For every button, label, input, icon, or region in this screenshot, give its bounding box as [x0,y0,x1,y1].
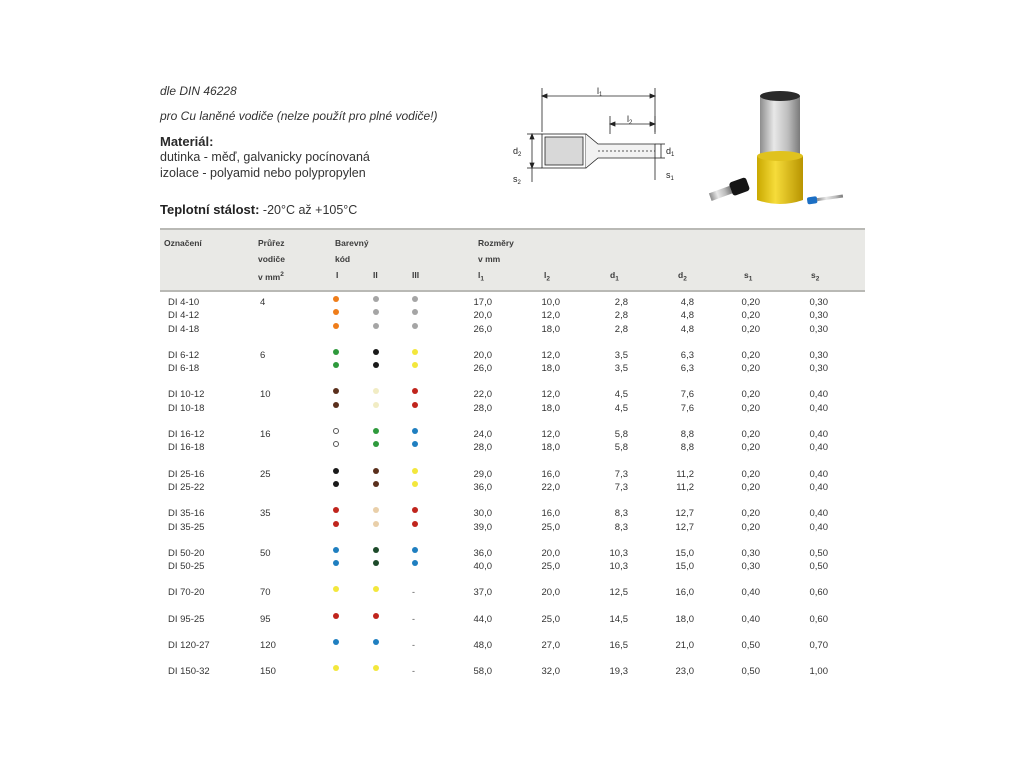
table-header [160,228,865,292]
cross-section: 50 [260,547,271,559]
product-code: DI 4-10 [168,297,200,308]
table-row [160,613,865,626]
color-code-III-dot [412,349,418,355]
material-line-tube: dutinka - měď, galvanicky pocínovaná [160,150,370,164]
standard-reference: dle DIN 46228 [160,84,237,98]
header-d1: $d_1$ [610,270,619,283]
dimension-l1: 39,0 [473,521,492,533]
color-code-I-dot [333,521,339,527]
dimension-d2: 4,8 [680,323,694,335]
product-code: DI 6-12 [168,349,200,361]
dimension-s2: 0,40 [809,481,828,493]
dimension-d1: 2,8 [614,323,628,335]
dimension-l2: 16,0 [541,508,560,520]
color-code-III-dot [412,402,418,408]
dimension-s2: 0,30 [809,310,828,322]
dimension-s1: 0,50 [741,666,760,678]
product-code: DI 150-32 [168,666,210,678]
color-code-I-dot [333,296,339,302]
dimension-d1: 10,3 [609,561,628,573]
label-d1: $d_1$ [666,146,675,158]
color-code-II-dot [373,639,379,645]
dimension-l1: 28,0 [473,402,492,414]
product-code: DI 25-16 [168,468,205,480]
dimension-d1: 10,3 [609,547,628,559]
dimension-l2: 32,0 [541,666,560,678]
color-code-I-dot [333,586,339,592]
color-code-I-dot [333,613,339,619]
table-row [160,388,865,401]
header-code: Označení [164,238,202,248]
dimension-l1: 48,0 [473,640,492,652]
table-row [160,309,865,322]
table-row [160,547,865,560]
dimension-l1: 58,0 [473,666,492,678]
dimension-s2: 0,40 [809,442,828,454]
color-code-III-dot [412,547,418,553]
dimension-s2: 0,40 [809,521,828,533]
dimension-l2: 10,0 [541,297,560,308]
color-code-I-dot [333,349,339,355]
color-code-III: - [412,666,415,677]
header-col-I: I [336,270,339,280]
product-code: DI 10-12 [168,389,205,401]
color-code-I-dot [333,309,339,315]
dimension-s1: 0,20 [741,310,760,322]
color-code-III-dot [412,428,418,434]
table-row [160,428,865,441]
dimension-l1: 36,0 [473,547,492,559]
label-l2: $l_2$ [627,114,633,126]
cross-section: 120 [260,640,276,652]
dimension-s2: 1,00 [809,666,828,678]
dimension-s2: 0,60 [809,587,828,599]
color-code-II-dot [373,428,379,434]
color-code-I-dot [333,481,339,487]
table-row [160,349,865,362]
color-code-III: - [412,640,415,651]
header-s1: $s_1$ [744,270,753,283]
header-l2: $l_2$ [544,270,550,283]
table-row [160,402,865,415]
dimension-d2: 11,2 [676,468,694,480]
dimension-l1: 26,0 [473,323,492,335]
dimension-d1: 12,5 [609,587,628,599]
dimension-d1: 4,5 [614,389,628,401]
dimension-s2: 0,70 [809,640,828,652]
color-code-II-dot [373,296,379,302]
dimension-s1: 0,20 [741,521,760,533]
label-s2: $s_2$ [513,174,521,186]
cross-section: 150 [260,666,276,678]
dimension-s2: 0,30 [809,349,828,361]
dimension-s1: 0,30 [741,547,760,559]
color-code-I-dot [333,441,339,447]
dimension-d1: 8,3 [614,508,628,520]
temperature-value: -20°C až +105°C [259,203,358,217]
color-code-I-dot [333,547,339,553]
dimension-s2: 0,40 [809,429,828,441]
label-s1: $s_1$ [666,170,674,182]
color-code-III-dot [412,323,418,329]
dimension-l2: 18,0 [541,323,560,335]
dimension-d1: 7,3 [614,481,628,493]
dimension-l1: 17,0 [473,297,492,308]
dimension-l1: 40,0 [473,561,492,573]
table-row [160,560,865,573]
color-code-II-dot [373,309,379,315]
dimension-l1: 24,0 [473,429,492,441]
product-code: DI 50-20 [168,547,205,559]
table-row [160,481,865,494]
color-code-I-dot [333,468,339,474]
dimension-l2: 16,0 [541,468,560,480]
color-code-I-dot [333,428,339,434]
dimension-s1: 0,20 [741,468,760,480]
product-code: DI 120-27 [168,640,210,652]
dimension-d2: 23,0 [675,666,694,678]
dimension-s2: 0,30 [809,323,828,335]
table-body [160,296,865,679]
table-row [160,362,865,375]
table-row [160,441,865,454]
ferrule-product-photo [695,82,855,212]
dimension-l1: 20,0 [473,349,492,361]
product-code: DI 4-12 [168,310,200,322]
dimension-l2: 25,0 [541,561,560,573]
table-row [160,323,865,336]
header-dim-1: Rozměry [478,238,514,248]
color-code-III-dot [412,296,418,302]
cross-section: 35 [260,508,271,520]
dimension-d2: 4,8 [680,297,694,308]
header-dim-2: v mm [478,254,501,264]
product-code: DI 10-18 [168,402,205,414]
color-code-III-dot [412,468,418,474]
dimension-s1: 0,50 [741,640,760,652]
header-l1: $l_1$ [478,270,484,283]
header-color-1: Barevný [335,238,369,248]
color-code-III-dot [412,481,418,487]
intro-block [160,84,500,181]
cross-section: 70 [260,587,271,599]
dimension-d1: 7,3 [614,468,628,480]
table-row [160,665,865,678]
dimension-d2: 11,2 [676,481,694,493]
product-code: DI 70-20 [168,587,205,599]
dimension-s1: 0,30 [741,561,760,573]
color-code-III-dot [412,362,418,368]
product-code: DI 4-18 [168,323,200,335]
dimension-d2: 8,8 [680,442,694,454]
product-code: DI 6-18 [168,363,200,375]
color-code-I-dot [333,362,339,368]
dimension-l2: 27,0 [541,640,560,652]
color-code-III-dot [412,507,418,513]
color-code-II-dot [373,362,379,368]
dimension-s2: 0,40 [809,402,828,414]
dimension-l1: 37,0 [473,587,492,599]
dimension-s2: 0,50 [809,547,828,559]
dimension-d2: 12,7 [675,521,694,533]
dimension-l2: 18,0 [541,442,560,454]
dimension-d1: 3,5 [614,349,628,361]
color-code-I-dot [333,402,339,408]
dimension-s1: 0,20 [741,323,760,335]
dimension-d2: 4,8 [680,310,694,322]
color-code-II-dot [373,402,379,408]
color-code-II-dot [373,613,379,619]
dimension-d2: 6,3 [680,363,694,375]
dimension-d1: 3,5 [614,363,628,375]
dimension-l1: 36,0 [473,481,492,493]
color-code-I-dot [333,388,339,394]
header-s2: $s_2$ [811,270,820,283]
product-code: DI 16-12 [168,429,205,441]
dimension-d1: 2,8 [614,297,628,308]
dimension-d2: 18,0 [675,613,694,625]
header-section-3: v $mm^2$ [258,271,284,282]
color-code-I-dot [333,665,339,671]
color-code-III-dot [412,309,418,315]
table-row [160,296,865,309]
dimension-l2: 12,0 [541,310,560,322]
dimension-l2: 12,0 [541,429,560,441]
dimension-l2: 18,0 [541,363,560,375]
dimension-l1: 30,0 [473,508,492,520]
color-code-II-dot [373,665,379,671]
dimension-l2: 12,0 [541,349,560,361]
color-code-III: - [412,613,415,624]
dimension-d1: 16,5 [609,640,628,652]
dimension-s1: 0,20 [741,363,760,375]
dimension-l2: 25,0 [541,613,560,625]
dimension-l1: 28,0 [473,442,492,454]
header-section-1: Průřez [258,238,285,248]
dimension-d1: 4,5 [614,402,628,414]
header-col-II: II [373,270,378,280]
dimension-d1: 8,3 [614,521,628,533]
color-code-III-dot [412,560,418,566]
cross-section: 25 [260,468,271,480]
dimension-s1: 0,20 [741,481,760,493]
cross-section: 4 [260,297,266,308]
color-code-II-dot [373,481,379,487]
dimension-s2: 0,40 [809,389,828,401]
dimension-d1: 2,8 [614,310,628,322]
dimension-d2: 7,6 [680,389,694,401]
dimension-l1: 22,0 [473,389,492,401]
color-code-II-dot [373,468,379,474]
product-code: DI 16-18 [168,442,205,454]
dimension-s2: 0,60 [809,613,828,625]
header-col-III: III [412,270,420,280]
dimension-d2: 15,0 [675,547,694,559]
color-code-III-dot [412,441,418,447]
product-code: DI 35-25 [168,521,205,533]
cross-section: 16 [260,429,271,441]
color-code-I-dot [333,560,339,566]
dimension-l1: 26,0 [473,363,492,375]
dimension-s1: 0,20 [741,508,760,520]
dimension-d2: 12,7 [675,508,694,520]
label-l1: $l_1$ [597,86,603,98]
table-row [160,521,865,534]
dimension-s1: 0,20 [741,429,760,441]
table-row [160,507,865,520]
color-code-III-dot [412,388,418,394]
dimension-l1: 29,0 [473,468,492,480]
header-color-2: kód [335,254,351,264]
color-code-II-dot [373,323,379,329]
dimension-d2: 6,3 [680,349,694,361]
usage-note: pro Cu laněné vodiče (nelze použít pro plné vodiče!) [160,109,438,123]
dimension-s1: 0,20 [741,349,760,361]
color-code-I-dot [333,323,339,329]
header-section-2: vodiče [258,254,285,264]
temperature-label: Teplotní stálost: [160,202,260,217]
table-row [160,468,865,481]
ferrule-dimension-drawing [505,82,685,192]
dimension-s1: 0,40 [741,587,760,599]
color-code-I-dot [333,507,339,513]
dimension-l2: 25,0 [541,521,560,533]
product-code: DI 35-16 [168,508,205,520]
color-code-II-dot [373,441,379,447]
dimension-l2: 20,0 [541,547,560,559]
dimension-d1: 5,8 [614,442,628,454]
cross-section: 95 [260,613,271,625]
dimension-d1: 19,3 [609,666,628,678]
dimension-d1: 14,5 [609,613,628,625]
dimension-s1: 0,20 [741,389,760,401]
dimension-d2: 21,0 [675,640,694,652]
cross-section: 10 [260,389,271,401]
dimension-s1: 0,20 [741,402,760,414]
color-code-II-dot [373,388,379,394]
color-code-II-dot [373,547,379,553]
dimension-l1: 20,0 [473,310,492,322]
dimension-l2: 22,0 [541,481,560,493]
material-heading: Materiál: [160,134,214,149]
dimension-d2: 16,0 [675,587,694,599]
dimension-l2: 20,0 [541,587,560,599]
dimension-l2: 18,0 [541,402,560,414]
temperature-resistance [160,202,357,217]
color-code-II-dot [373,586,379,592]
dimension-s2: 0,30 [809,297,828,308]
product-code: DI 95-25 [168,613,205,625]
product-code: DI 50-25 [168,561,205,573]
dimension-d2: 15,0 [675,561,694,573]
product-code: DI 25-22 [168,481,205,493]
table-row [160,586,865,599]
dimension-s2: 0,40 [809,508,828,520]
dimension-l1: 44,0 [473,613,492,625]
color-code-II-dot [373,560,379,566]
color-code-II-dot [373,349,379,355]
dimension-s2: 0,40 [809,468,828,480]
color-code-III-dot [412,521,418,527]
color-code-II-dot [373,507,379,513]
dimension-d1: 5,8 [614,429,628,441]
dimension-l2: 12,0 [541,389,560,401]
color-code-I-dot [333,639,339,645]
header-d2: $d_2$ [678,270,687,283]
table-row [160,639,865,652]
cross-section: 6 [260,349,266,361]
dimension-s1: 0,20 [741,297,760,308]
color-code-III: - [412,587,415,598]
dimension-s1: 0,40 [741,613,760,625]
dimension-d2: 8,8 [680,429,694,441]
dimension-s2: 0,50 [809,561,828,573]
label-d2: $d_2$ [513,146,522,158]
dimension-d2: 7,6 [680,402,694,414]
dimension-s1: 0,20 [741,442,760,454]
material-line-insulation: izolace - polyamid nebo polypropylen [160,166,366,180]
dimension-s2: 0,30 [809,363,828,375]
color-code-II-dot [373,521,379,527]
